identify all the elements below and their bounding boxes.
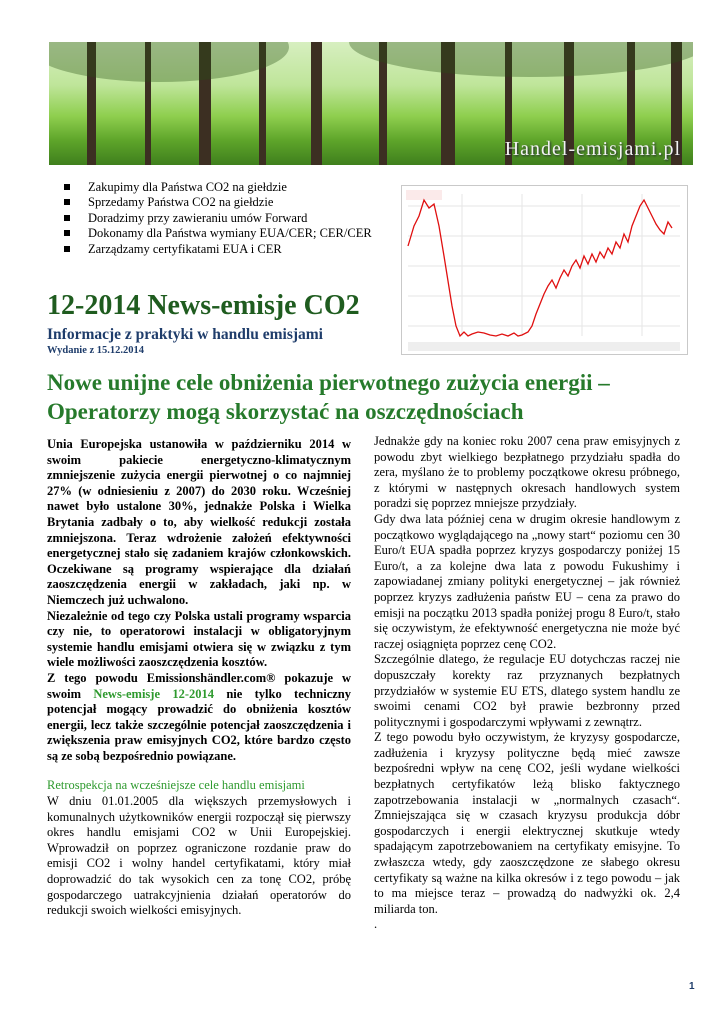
paragraph: Z tego powodu było oczywistym, że kryzysy gospodarcze, zadłużenia i kryzysy polityczne będą mieć zawsze bezpośredni wpływ na cenę CO2, jeśli wydane wielkości bezpłatnych certyfikatów leżą blisko faktycznego zapotrzebowania instalacji w „normalnych czasach“. Zmniejszająca się w czasach kryzysu produkcja dóbr gospodarczych i energii elektrycznej skutkuje wtedy spadającym zapotrzebowaniem na certyfikaty emisyjne. To zwłaszcza wtedy, gdy zaoszczędzone ze słabego okresu certyfikaty są ważne na kilka okresów i z tego powodu – jak to ma miejsce teraz – prowadzą do nadwyżki ok. 2,4 miliarda ton. [374,730,680,916]
newsletter-subtitle: Informacje z praktyki w handlu emisjami [47,326,323,343]
paragraph: W dniu 01.01.2005 dla większych przemysłowych i komunalnych użytkowników energii rozpoczął się pierwszy okres handlu emisjami CO2 w Unii Europejskiej. Wprowadził on poprzez ograniczone rozdanie praw do emisji CO2 i wolny handel certyfikatami, który miał doprowadzić do tak wysokich cen za tonę CO2, próbę gospodarczego uatrakcyjnienia działań operatorów do redukcji swoich wielkości emisyjnych. [47,794,351,918]
site-name: Handel-emisjami.pl [504,138,681,160]
bullet-icon [64,199,70,205]
paragraph: Gdy dwa lata później cena w drugim okresie handlowym z początkowo wyglądającego na „nowy start“ poziomu cen 30 Euro/t EUA spadła poprzez kryzys gospodarczy poniżej 15 Euro/t, a za kolejne dwa lata z powodu Fukushimy i zapowiadanej zmiany polityki energetycznej – jak również poprzez kryzys zadłużenia państw EU – cena za prawo do emisji na początku 2013 spadła poniżej progu 8 Euro/t, stało się oczywistym, że efektywność energetyczna nie może być raczej osiągnięta poprzez cenę CO2. [374,511,680,651]
list-item: Doradzimy przy zawieraniu umów Forward [64,211,372,226]
co2-price-chart-image [401,185,688,355]
page-number: 1 [689,981,695,992]
edition-date: Wydanie z 15.12.2014 [47,345,145,356]
paragraph: Jednakże gdy na koniec roku 2007 cena praw emisyjnych z powodu zbyt wielkiego bezpłatnego przydziału spadła do zera, myślano że to problemy początkowe okresu próbnego, z którymi w następnych okresach handlowych system poradzi się poprzez mniejsze przydziały. [374,434,680,511]
lead-paragraph: Unia Europejska ustanowiła w październiku 2014 w swoim pakiecie energetyczno-klimatycznym zmniejszenie zużycia energii pierwotnej o co najmniej 27% (w odniesieniu z 2007) do 2030 roku. Wcześniej nawet było ustalone 30%, jednakże Polska i Wielka Brytania zadbały o to, aby wielkość redukcji została zmniejszona. Teraz wdrożenie założeń efektywności energetycznej stało się zadaniem krajów członkowskich. Oczekiwane są programy wspierające dla działań zaoszczędzenia energii w zakładach, jaki np. w Niemczech już uchwalono. [47,437,351,607]
bullet-icon [64,230,70,236]
list-item: Dokonamy dla Państwa wymiany EUA/CER; CER/CER [64,226,372,241]
newsletter-name-highlight: News-emisje 12-2014 [93,686,214,701]
article-headline: Nowe unijne cele obniżenia pierwotnego zużycia energii – Operatorzy mogą skorzystać na oszczędnościach [47,370,610,424]
paragraph: Z tego powodu Emissionshändler.com® pokazuje w swoim News-emisje 12-2014 nie tylko techniczny potencjał mogący prowadzić do obniżenia kosztów energii, lecz także szczególnie potencjał zaoszczędzenia i zwiększenia praw emisyjnych CO2, które bardzo często są ze sobą bezpośrednio powiązane. [47,670,351,763]
list-item: Zakupimy dla Państwa CO2 na giełdzie [64,180,372,195]
price-line-graphic [402,186,687,354]
paragraph: Szczególnie dlatego, że regulacje EU dotychczas raczej nie dopuszczały korekty raz przyznanych bezpłatnych przydziałów w systemie EU ETS, dlatego system handlu ze swoimi cenami CO2 był prawie bezbronny przed politycznymi i gospodarczymi wpływami z zewnątrz. [374,652,680,729]
bullet-icon [64,184,70,190]
paragraph: Niezależnie od tego czy Polska ustali programy wsparcia czy nie, to operatorowi instalacji w obligatoryjnym systemie handlu emisjami otwiera się w związku z tym wiele możliwości zaoszczędzenia kosztów. [47,608,351,670]
article-left-column [47,437,351,919]
bullet-icon [64,215,70,221]
newsletter-title: 12-2014 News-emisje CO2 [47,290,360,321]
bullet-icon [64,246,70,252]
list-item: Sprzedamy Państwa CO2 na giełdzie [64,195,372,210]
list-item: Zarządzamy certyfikatami EUA i CER [64,242,372,257]
services-list [64,180,372,257]
paragraph: . [374,917,378,932]
header-banner [49,42,693,165]
article-right-column [374,434,680,933]
section-heading: Retrospekcja na wcześniejsze cele handlu emisjami [47,778,305,793]
